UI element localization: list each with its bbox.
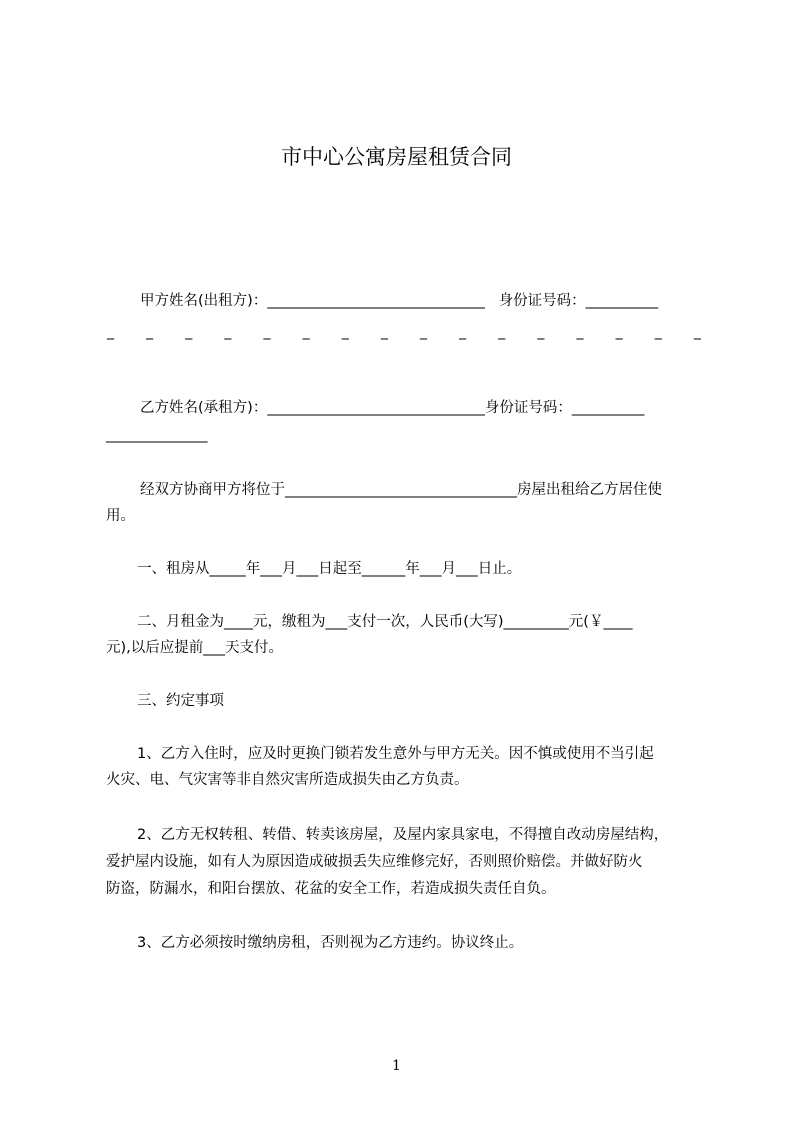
party-b-line: 乙方姓名(承租方)：______________________________身份证号码：__________ bbox=[140, 400, 645, 416]
dash-mark: _ bbox=[459, 324, 467, 340]
dash-mark: _ bbox=[146, 324, 154, 340]
item-2-line-3: 防盗，防漏水，和阳台摆放、花盆的安全工作，若造成损失责任自负。 bbox=[106, 881, 556, 897]
dash-mark: _ bbox=[224, 324, 232, 340]
dash-mark: _ bbox=[537, 324, 545, 340]
intro-line-1: 经双方协商甲方将位于________________________________房屋出租给乙方居住使 bbox=[140, 482, 662, 498]
dash-mark: _ bbox=[615, 324, 623, 340]
clause-1: 一、租房从_____年___月___日起至______年___月___日止。 bbox=[137, 561, 522, 577]
item-2-line-2: 爱护屋内设施，如有人为原因造成破损丢失应维修完好，否则照价赔偿。并做好防火 bbox=[106, 854, 643, 870]
party-a-line: 甲方姓名(出租方)：______________________________ 身份证号码：__________ bbox=[140, 293, 659, 309]
dash-mark: _ bbox=[420, 324, 427, 340]
dash-mark: _ bbox=[654, 324, 662, 340]
document-title: 市中心公寓房屋租赁合同 bbox=[281, 145, 512, 169]
item-1-line-1: 1、乙方入住时，应及时更换门锁若发生意外与甲方无关。因不慎或使用不当引起 bbox=[137, 746, 654, 762]
party-a-id-continuation bbox=[107, 322, 701, 342]
clause-3-heading: 三、约定事项 bbox=[137, 693, 224, 709]
clause-2-line-1: 二、月租金为____元，缴租为___支付一次，人民币(大写)_________元(￥____ bbox=[137, 614, 633, 630]
dash-mark: _ bbox=[302, 324, 310, 340]
dash-mark: _ bbox=[341, 324, 349, 340]
dash-mark: _ bbox=[107, 324, 114, 340]
dash-mark: _ bbox=[380, 324, 388, 340]
clause-2-line-2: 元),以后应提前___天支付。 bbox=[106, 640, 284, 656]
party-b-line-cont: ______________ bbox=[106, 427, 208, 443]
item-2-line-1: 2、乙方无权转租、转借、转卖该房屋，及屋内家具家电，不得擅自改动房屋结构， bbox=[137, 827, 669, 843]
dash-mark: _ bbox=[263, 324, 271, 340]
intro-line-2: 用。 bbox=[106, 508, 135, 524]
item-3: 3、乙方必须按时缴纳房租，否则视为乙方违约。协议终止。 bbox=[137, 935, 524, 951]
dash-mark: _ bbox=[693, 324, 701, 340]
dash-mark: _ bbox=[185, 324, 193, 340]
dash-mark: _ bbox=[498, 324, 506, 340]
item-1-line-2: 火灾、电、气灾害等非自然灾害所造成损失由乙方负责。 bbox=[106, 772, 469, 788]
dash-mark: _ bbox=[576, 324, 584, 340]
page-number: 1 bbox=[392, 1058, 401, 1074]
